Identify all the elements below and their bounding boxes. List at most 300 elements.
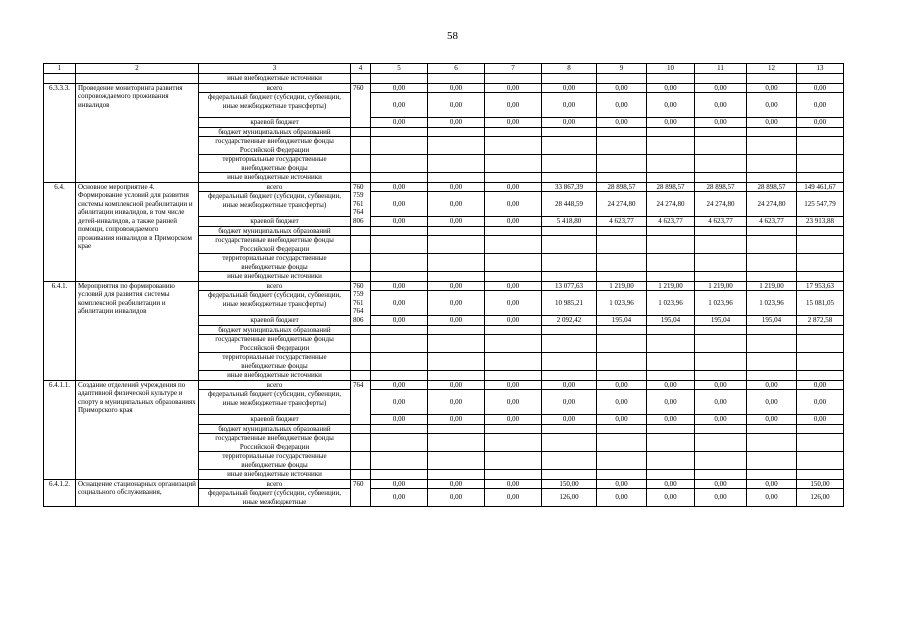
value-cell	[371, 353, 428, 371]
value-cell	[695, 335, 747, 353]
value-cell: 0,00	[647, 118, 695, 128]
value-cell	[747, 137, 797, 155]
value-cell	[542, 424, 597, 434]
kbk-codes	[351, 83, 371, 127]
column-header: 2	[76, 64, 199, 74]
value-cell	[542, 74, 597, 84]
value-cell: 24 274,80	[695, 192, 747, 217]
value-cell	[797, 254, 844, 272]
kbk-cell	[351, 434, 371, 452]
value-cell: 0,00	[485, 182, 542, 192]
value-cell: 28 448,59	[542, 192, 597, 217]
value-cell	[695, 452, 747, 470]
value-cell	[485, 254, 542, 272]
value-cell	[428, 272, 485, 282]
value-cell	[647, 272, 695, 282]
funding-source: бюджет муниципальных образований	[199, 226, 351, 236]
value-cell: 0,00	[542, 390, 597, 415]
value-cell	[797, 137, 844, 155]
value-cell: 0,00	[485, 118, 542, 128]
value-cell: 1 023,96	[597, 291, 647, 316]
funding-source: государственные внебюджетные фонды Российской Федерации	[199, 335, 351, 353]
item-name: Создание отделений учреждения по адаптивной физической культуре и спорту в муниципальных образованиях Приморского края	[76, 380, 199, 479]
kbk-cell	[351, 272, 371, 282]
value-cell	[428, 127, 485, 137]
value-cell: 4 623,77	[647, 217, 695, 227]
value-cell	[695, 254, 747, 272]
item-code: 6.4.	[44, 182, 76, 281]
value-cell: 24 274,80	[647, 192, 695, 217]
value-cell: 0,00	[597, 415, 647, 425]
value-cell: 0,00	[747, 390, 797, 415]
value-cell: 149 461,67	[797, 182, 844, 192]
value-cell	[542, 325, 597, 335]
kbk-cell	[351, 470, 371, 480]
value-cell: 4 623,77	[747, 217, 797, 227]
value-cell	[695, 434, 747, 452]
value-cell: 15 081,05	[797, 291, 844, 316]
value-cell: 1 219,00	[747, 281, 797, 291]
value-cell: 0,00	[597, 489, 647, 507]
value-cell	[428, 155, 485, 173]
value-cell	[428, 254, 485, 272]
value-cell	[695, 236, 747, 254]
value-cell	[747, 371, 797, 381]
kbk-codes	[351, 479, 371, 507]
value-cell: 0,00	[428, 83, 485, 93]
value-cell: 0,00	[485, 217, 542, 227]
value-cell: 2 092,42	[542, 316, 597, 326]
value-cell	[747, 424, 797, 434]
value-cell	[747, 353, 797, 371]
value-cell: 13 077,63	[542, 281, 597, 291]
funding-source: всего	[199, 380, 351, 390]
value-cell: 126,00	[797, 489, 844, 507]
value-cell	[542, 272, 597, 282]
value-cell	[485, 335, 542, 353]
column-header: 7	[485, 64, 542, 74]
kbk-cell	[351, 74, 371, 84]
item-name: Основное мероприятие 4. Формирование условий для развития системы комплексной реабилитации и абилитации инвалидов, в том числе детей-инвалидов, а также ранней помощи, сопровождаемого проживания инвалидов в Приморском крае	[76, 182, 199, 281]
value-cell	[597, 434, 647, 452]
value-cell: 0,00	[485, 390, 542, 415]
value-cell: 33 867,39	[542, 182, 597, 192]
value-cell	[542, 452, 597, 470]
value-cell: 1 219,00	[647, 281, 695, 291]
kbk-cell	[351, 155, 371, 173]
value-cell: 0,00	[647, 390, 695, 415]
value-cell: 0,00	[695, 83, 747, 93]
value-cell	[428, 470, 485, 480]
funding-source: иные внебюджетные источники	[199, 272, 351, 282]
funding-source: территориальные государственные внебюджетные фонды	[199, 254, 351, 272]
value-cell	[428, 424, 485, 434]
funding-source: бюджет муниципальных образований	[199, 424, 351, 434]
value-cell	[542, 335, 597, 353]
value-cell: 0,00	[647, 479, 695, 489]
value-cell	[485, 353, 542, 371]
value-cell: 23 913,88	[797, 217, 844, 227]
value-cell: 1 023,96	[647, 291, 695, 316]
value-cell: 0,00	[428, 281, 485, 291]
value-cell: 0,00	[647, 415, 695, 425]
value-cell	[542, 137, 597, 155]
page-number: 58	[447, 30, 458, 42]
value-cell	[695, 325, 747, 335]
value-cell: 195,04	[647, 316, 695, 326]
value-cell	[797, 236, 844, 254]
value-cell: 0,00	[485, 489, 542, 507]
value-cell	[647, 470, 695, 480]
table-row	[44, 281, 844, 291]
column-header: 9	[597, 64, 647, 74]
value-cell	[747, 335, 797, 353]
value-cell: 0,00	[797, 83, 844, 93]
value-cell	[695, 353, 747, 371]
kbk-cell	[351, 452, 371, 470]
value-cell	[371, 155, 428, 173]
continuation-row	[44, 74, 844, 84]
value-cell: 0,00	[597, 118, 647, 128]
kbk-code: 760	[353, 281, 364, 290]
column-number-row	[44, 64, 844, 74]
value-cell: 126,00	[542, 489, 597, 507]
value-cell	[485, 155, 542, 173]
value-cell	[371, 236, 428, 254]
value-cell	[747, 74, 797, 84]
value-cell	[797, 155, 844, 173]
value-cell: 0,00	[647, 93, 695, 118]
funding-source: иные внебюджетные источники	[199, 371, 351, 381]
column-header: 6	[428, 64, 485, 74]
value-cell: 0,00	[695, 93, 747, 118]
item-name: Оснащение стационарных организаций социального обслуживания,	[76, 479, 199, 507]
value-cell: 2 872,58	[797, 316, 844, 326]
value-cell: 0,00	[428, 118, 485, 128]
value-cell: 0,00	[747, 479, 797, 489]
item-code: 6.4.1.2.	[44, 479, 76, 507]
value-cell	[485, 470, 542, 480]
value-cell: 0,00	[797, 118, 844, 128]
value-cell	[597, 236, 647, 254]
kbk-code: 760	[353, 83, 364, 92]
value-cell	[597, 155, 647, 173]
value-cell	[485, 434, 542, 452]
value-cell: 10 985,21	[542, 291, 597, 316]
value-cell	[485, 371, 542, 381]
kbk-cell	[351, 335, 371, 353]
funding-source: краевой бюджет	[199, 217, 351, 227]
kbk-code: 764	[353, 380, 364, 389]
value-cell	[695, 424, 747, 434]
value-cell	[647, 236, 695, 254]
value-cell: 0,00	[747, 380, 797, 390]
value-cell: 0,00	[371, 479, 428, 489]
value-cell	[695, 127, 747, 137]
value-cell: 0,00	[371, 316, 428, 326]
value-cell: 0,00	[542, 83, 597, 93]
value-cell: 0,00	[371, 217, 428, 227]
value-cell: 150,00	[797, 479, 844, 489]
value-cell	[647, 434, 695, 452]
kbk-cell	[351, 353, 371, 371]
value-cell: 24 274,80	[747, 192, 797, 217]
value-cell	[597, 353, 647, 371]
value-cell: 28 898,57	[747, 182, 797, 192]
value-cell: 0,00	[747, 415, 797, 425]
value-cell	[647, 452, 695, 470]
value-cell: 0,00	[428, 291, 485, 316]
value-cell	[542, 470, 597, 480]
value-cell: 0,00	[597, 83, 647, 93]
table-row	[44, 479, 844, 489]
value-cell	[428, 173, 485, 183]
funding-source: иные внебюджетные источники	[199, 173, 351, 183]
value-cell	[371, 254, 428, 272]
value-cell	[371, 226, 428, 236]
funding-source: федеральный бюджет (субсидии, субвенции, иные межбюджетные трансферты)	[199, 390, 351, 415]
value-cell: 4 623,77	[597, 217, 647, 227]
value-cell	[428, 226, 485, 236]
value-cell	[695, 155, 747, 173]
value-cell	[371, 371, 428, 381]
kbk-cell	[351, 424, 371, 434]
value-cell: 0,00	[747, 83, 797, 93]
value-cell: 0,00	[485, 291, 542, 316]
value-cell	[695, 272, 747, 282]
value-cell	[597, 173, 647, 183]
value-cell	[485, 452, 542, 470]
value-cell: 0,00	[695, 390, 747, 415]
value-cell: 0,00	[371, 118, 428, 128]
value-cell: 0,00	[797, 390, 844, 415]
funding-source: федеральный бюджет (субсидии, субвенции, иные межбюджетные трансферты)	[199, 291, 351, 316]
value-cell: 0,00	[485, 479, 542, 489]
value-cell: 0,00	[371, 83, 428, 93]
value-cell	[542, 353, 597, 371]
value-cell	[371, 424, 428, 434]
source-cell: иные внебюджетные источники	[199, 74, 351, 84]
column-header: 1	[44, 64, 76, 74]
value-cell: 0,00	[747, 118, 797, 128]
funding-source: краевой бюджет	[199, 118, 351, 128]
funding-source: федеральный бюджет (субсидии, субвенции, иные межбюджетные трансферты)	[199, 192, 351, 217]
kbk-cell	[351, 127, 371, 137]
value-cell: 0,00	[485, 380, 542, 390]
value-cell	[797, 335, 844, 353]
kbk-cell	[351, 254, 371, 272]
value-cell	[597, 137, 647, 155]
value-cell: 0,00	[485, 316, 542, 326]
column-header: 10	[647, 64, 695, 74]
value-cell: 0,00	[485, 415, 542, 425]
funding-source: краевой бюджет	[199, 316, 351, 326]
value-cell: 0,00	[485, 281, 542, 291]
value-cell: 28 898,57	[597, 182, 647, 192]
value-cell: 0,00	[371, 489, 428, 507]
value-cell	[747, 236, 797, 254]
value-cell	[647, 353, 695, 371]
value-cell	[485, 173, 542, 183]
kbk-cell	[351, 371, 371, 381]
kbk-codes	[351, 281, 371, 325]
kbk-code: 806	[353, 216, 364, 225]
value-cell	[747, 127, 797, 137]
value-cell	[797, 353, 844, 371]
code-cell	[44, 74, 76, 84]
value-cell: 24 274,80	[597, 192, 647, 217]
item-name: Проведение мониторинга развития сопровождаемого проживания инвалидов	[76, 83, 199, 182]
value-cell: 150,00	[542, 479, 597, 489]
value-cell: 0,00	[747, 93, 797, 118]
value-cell	[647, 155, 695, 173]
value-cell: 1 219,00	[695, 281, 747, 291]
kbk-code: 806	[353, 315, 364, 324]
value-cell: 0,00	[428, 479, 485, 489]
value-cell	[371, 74, 428, 84]
value-cell: 0,00	[371, 192, 428, 217]
value-cell	[371, 173, 428, 183]
value-cell	[597, 335, 647, 353]
kbk-code: 760	[353, 479, 364, 488]
value-cell: 195,04	[597, 316, 647, 326]
kbk-code: 759	[353, 191, 364, 199]
value-cell: 1 023,96	[695, 291, 747, 316]
value-cell	[747, 272, 797, 282]
value-cell: 0,00	[371, 281, 428, 291]
value-cell	[647, 137, 695, 155]
value-cell	[747, 470, 797, 480]
value-cell	[485, 272, 542, 282]
value-cell	[542, 434, 597, 452]
value-cell	[485, 127, 542, 137]
value-cell	[695, 173, 747, 183]
column-header: 11	[695, 64, 747, 74]
value-cell	[428, 452, 485, 470]
funding-source: бюджет муниципальных образований	[199, 127, 351, 137]
item-name: Мероприятия по формированию условий для развития системы комплексной реабилитации и абилитации инвалидов	[76, 281, 199, 380]
funding-source: всего	[199, 182, 351, 192]
value-cell	[695, 371, 747, 381]
item-code: 6.4.1.1.	[44, 380, 76, 479]
value-cell	[428, 137, 485, 155]
value-cell	[597, 452, 647, 470]
value-cell	[542, 155, 597, 173]
value-cell	[747, 173, 797, 183]
value-cell: 0,00	[428, 217, 485, 227]
value-cell	[485, 424, 542, 434]
value-cell	[428, 371, 485, 381]
value-cell	[747, 155, 797, 173]
value-cell	[371, 127, 428, 137]
value-cell: 0,00	[797, 415, 844, 425]
value-cell: 0,00	[597, 479, 647, 489]
value-cell: 0,00	[695, 380, 747, 390]
value-cell: 17 953,63	[797, 281, 844, 291]
value-cell	[797, 371, 844, 381]
value-cell: 0,00	[371, 182, 428, 192]
column-header: 8	[542, 64, 597, 74]
value-cell: 0,00	[797, 93, 844, 118]
column-header: 13	[797, 64, 844, 74]
value-cell	[647, 335, 695, 353]
value-cell	[695, 137, 747, 155]
value-cell	[647, 127, 695, 137]
value-cell	[797, 226, 844, 236]
funding-source: государственные внебюджетные фонды Российской Федерации	[199, 236, 351, 254]
funding-source: всего	[199, 479, 351, 489]
kbk-code: 761	[353, 298, 364, 307]
value-cell	[597, 371, 647, 381]
kbk-code: 764	[353, 307, 364, 315]
value-cell: 0,00	[485, 93, 542, 118]
value-cell	[797, 127, 844, 137]
value-cell	[695, 226, 747, 236]
value-cell	[597, 272, 647, 282]
value-cell: 0,00	[371, 380, 428, 390]
value-cell	[647, 325, 695, 335]
value-cell: 0,00	[542, 93, 597, 118]
value-cell	[647, 74, 695, 84]
value-cell	[647, 371, 695, 381]
value-cell: 0,00	[428, 380, 485, 390]
value-cell: 0,00	[428, 489, 485, 507]
value-cell	[428, 335, 485, 353]
table-row	[44, 380, 844, 390]
column-header: 4	[351, 64, 371, 74]
item-code: 6.3.3.3.	[44, 83, 76, 182]
value-cell	[747, 434, 797, 452]
value-cell: 0,00	[695, 489, 747, 507]
value-cell: 0,00	[428, 192, 485, 217]
funding-source: федеральный бюджет (субсидии, субвенции, иные межбюджетные	[199, 489, 351, 507]
value-cell	[371, 335, 428, 353]
value-cell	[542, 127, 597, 137]
value-cell: 0,00	[371, 390, 428, 415]
kbk-codes	[351, 380, 371, 424]
value-cell	[797, 272, 844, 282]
value-cell: 0,00	[371, 93, 428, 118]
value-cell: 0,00	[747, 489, 797, 507]
kbk-code: 764	[353, 208, 364, 216]
value-cell: 0,00	[542, 415, 597, 425]
value-cell	[797, 434, 844, 452]
column-header: 12	[747, 64, 797, 74]
value-cell	[747, 254, 797, 272]
value-cell	[647, 173, 695, 183]
name-cell	[76, 74, 199, 84]
value-cell	[647, 254, 695, 272]
kbk-code: 759	[353, 290, 364, 298]
value-cell: 4 623,77	[695, 217, 747, 227]
value-cell	[747, 226, 797, 236]
value-cell	[371, 470, 428, 480]
value-cell: 0,00	[647, 83, 695, 93]
value-cell	[542, 226, 597, 236]
table-row	[44, 83, 844, 93]
value-cell	[647, 226, 695, 236]
value-cell: 1 023,96	[747, 291, 797, 316]
funding-source: бюджет муниципальных образований	[199, 325, 351, 335]
value-cell	[428, 353, 485, 371]
value-cell: 0,00	[695, 415, 747, 425]
value-cell	[797, 74, 844, 84]
funding-source: территориальные государственные внебюджетные фонды	[199, 452, 351, 470]
value-cell: 0,00	[485, 192, 542, 217]
funding-source: территориальные государственные внебюджетные фонды	[199, 155, 351, 173]
funding-source: всего	[199, 281, 351, 291]
value-cell	[597, 325, 647, 335]
